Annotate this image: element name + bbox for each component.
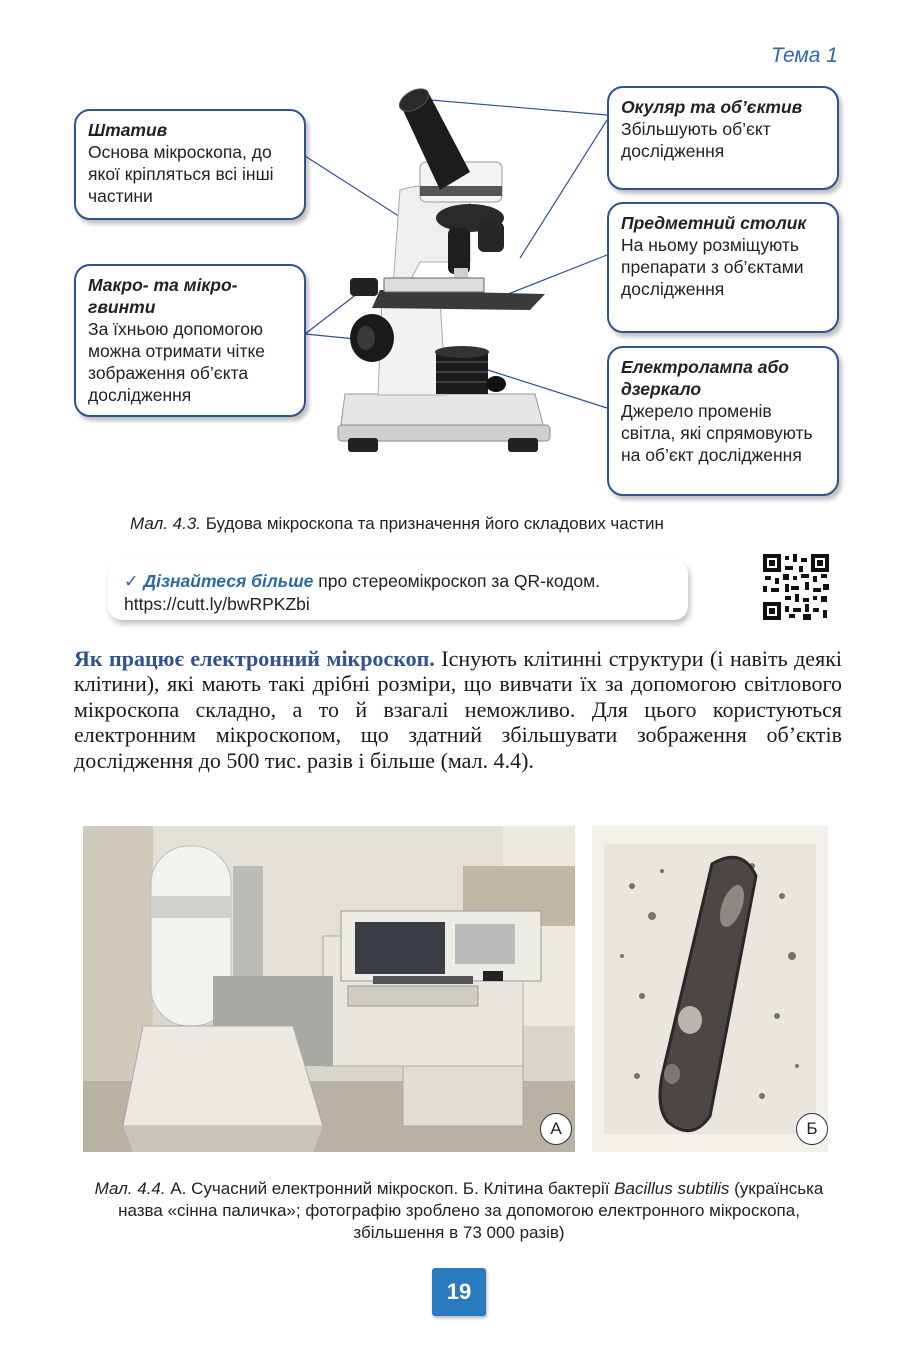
- callout-text: За їхньою допомогою можна отримати чітке зображення об’єкта дослідження: [88, 319, 266, 405]
- figure-4-3-caption: [130, 514, 810, 534]
- callout-title: Макро- та мікро-гвинти: [88, 275, 238, 317]
- electron-microscope-photo: [83, 826, 575, 1152]
- caption-text: Будова мікроскопа та призначення його складових частин: [201, 514, 664, 533]
- badge-a: А: [540, 1113, 572, 1145]
- learn-more-text: про стереомікроскоп за QR-кодом.: [313, 571, 601, 591]
- callout-text: Збільшують об’єкт дослідження: [621, 119, 771, 161]
- species-name: Bacillus subtilis: [614, 1179, 730, 1198]
- callout-title: Предметний столик: [621, 213, 807, 233]
- learn-more-highlight: Дізнайтеся більше: [143, 571, 314, 591]
- caption-label: Мал. 4.3.: [130, 514, 202, 533]
- callout-title: Електролампа або дзеркало: [621, 357, 789, 399]
- caption-text-rest: (українська назва «сінна паличка»; фотографію зроблено за допомогою електронного мікроскопа, збільшення в 73 000 разів): [118, 1179, 824, 1242]
- callout-text: На ньому розміщують препарати з об’єктами дослідження: [621, 235, 804, 299]
- page-number: 19: [432, 1268, 486, 1316]
- learn-more-url[interactable]: https://cutt.ly/bwRPKZbi: [124, 594, 310, 614]
- callout-text: Основа мікроскопа, до якої кріпляться всі інші частини: [88, 142, 274, 206]
- check-icon: ✓: [124, 571, 139, 591]
- caption-text: А. Сучасний електронний мікроскоп. Б. Клітина бактерії: [165, 1179, 615, 1198]
- qr-code-icon[interactable]: [763, 554, 829, 620]
- callout-title: Окуляр та об’єктив: [621, 97, 803, 117]
- badge-b: Б: [796, 1113, 828, 1145]
- callout-text: Джерело променів світла, які спрямовують на об’єкт дослідження: [621, 401, 813, 465]
- callout-eyepiece: [607, 86, 839, 190]
- callout-stage: [607, 202, 839, 333]
- topic-label: Тема 1: [770, 44, 838, 67]
- caption-label: Мал. 4.4.: [94, 1179, 166, 1198]
- callout-title: Штатив: [88, 120, 168, 140]
- paragraph-text: Існують клітинні структури (і навіть деякі клітини), які мають такі дрібні розміри, що вивчати їх за допомогою світлового мікроскопа складно, а то й взагалі неможливо. Для цього користуються електронним мікроскопом, що здатний збільшувати зображення об’єктів дослідження до 500 тис. разів і більше (мал. 4.4).: [74, 646, 842, 773]
- callout-stand: [74, 109, 306, 220]
- figure-4-4-caption: [74, 1178, 844, 1244]
- body-paragraph: [74, 646, 842, 773]
- paragraph-lead: Як працює електронний мікроскоп.: [74, 646, 435, 671]
- bacterium-photo: [592, 826, 828, 1152]
- learn-more-box: [108, 560, 688, 620]
- callout-lamp: [607, 346, 839, 496]
- callout-screws: [74, 264, 306, 417]
